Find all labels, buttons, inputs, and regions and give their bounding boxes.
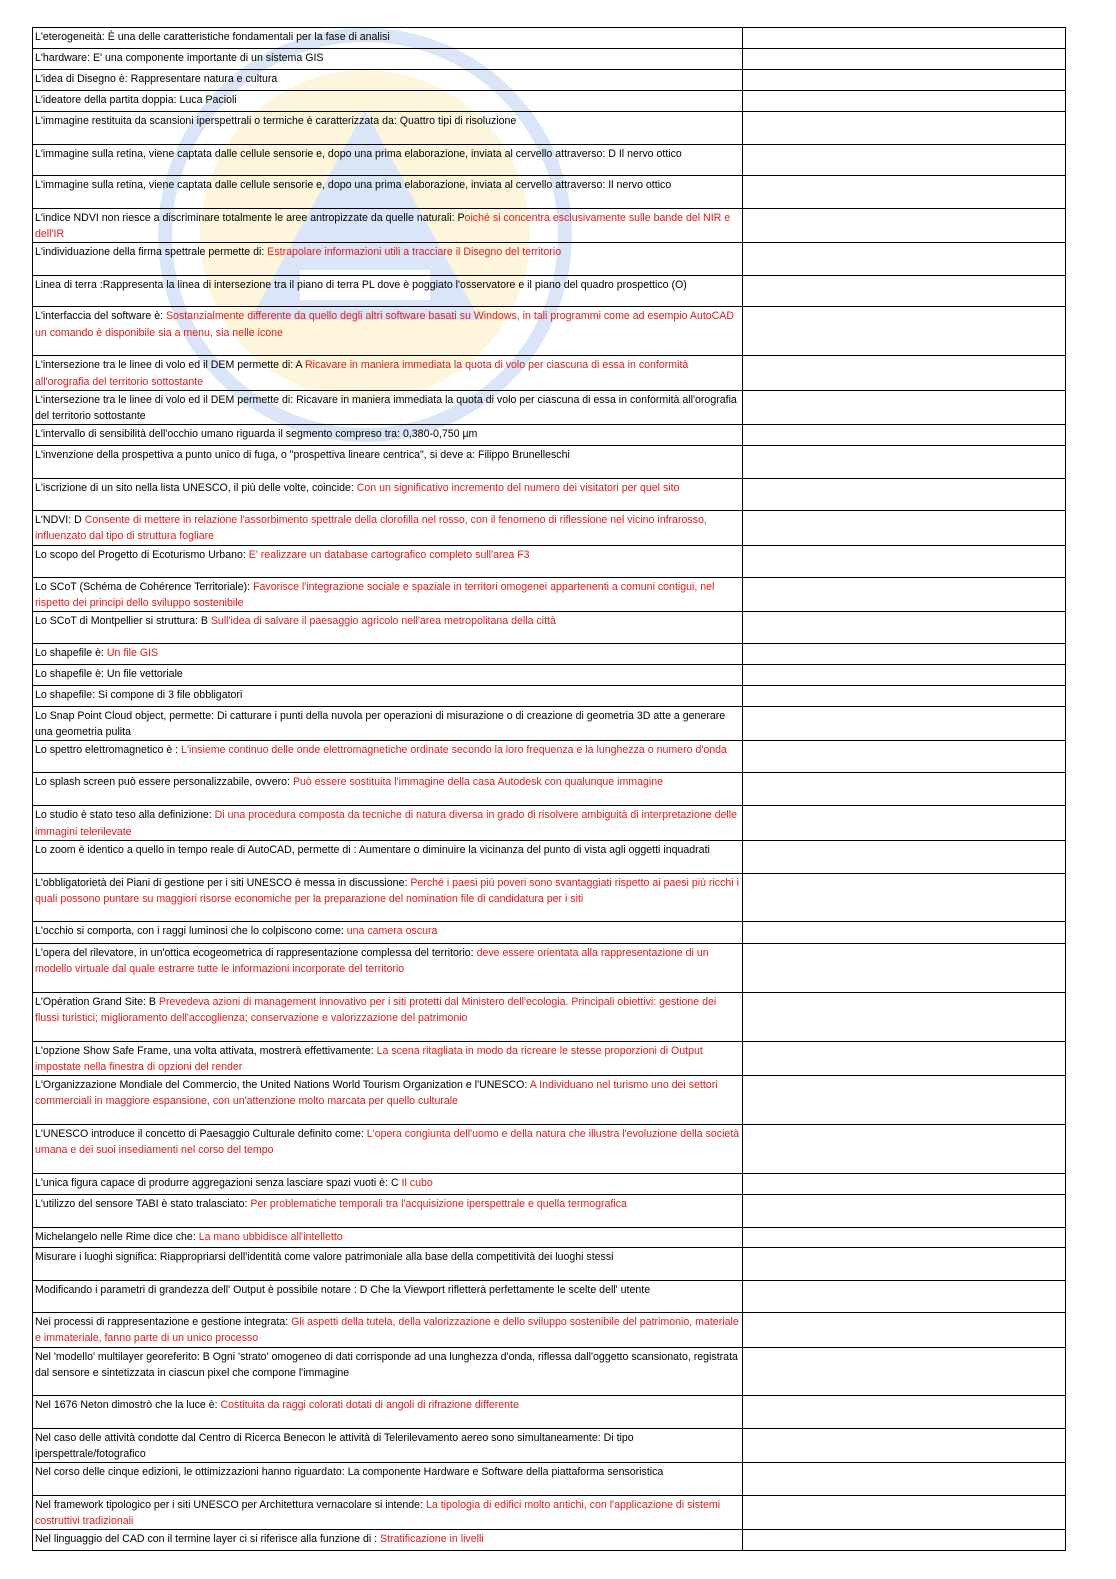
table-row	[33, 112, 1066, 145]
question-cell	[33, 390, 743, 424]
question-text: Nel linguaggio del CAD con il termine layer ci si riferisce alla funzione di :	[35, 1533, 381, 1546]
answer-text: deve essere orientata alla rappresentazione di un modello virtuale dal quale estrarre tutte le informazioni incorporate del territorio	[35, 946, 709, 976]
table-row	[33, 1076, 1066, 1125]
answer-text: L'opera congiunta dell'uomo e della natura che illustra l'evoluzione della società umana e dei suoi insediamenti nel corso del tempo	[35, 1128, 740, 1157]
question-text: L'hardware: E' una componente importante di un sistema GIS	[35, 52, 324, 64]
question-text: L'individuazione della firma spettrale permette di:	[35, 246, 268, 259]
empty-cell	[742, 873, 1065, 921]
question-text: L'occhio si comporta, con i raggi luminosi che lo colpiscono come:	[35, 924, 347, 937]
answer-text: Favorisce l'integrazione sociale e spaziale in territori omogenei appartenenti a comuni contigui, nel rispetto dei principi dello sviluppo sostenibile	[35, 580, 715, 609]
answer-text: Sull'idea di salvare il paesaggio agricolo nell'area metropolitana della città	[210, 615, 556, 628]
empty-cell	[742, 390, 1065, 424]
empty-cell	[742, 1347, 1065, 1395]
table-row	[33, 307, 1066, 356]
question-text: Nel framework tipologico per i siti UNESCO per Architettura vernacolare si intende:	[35, 1499, 426, 1512]
question-text: L'unica figura capace di produrre aggregazioni senza lasciare spazi vuoti è: C	[35, 1177, 402, 1190]
question-cell	[33, 1076, 743, 1125]
table-row	[33, 545, 1066, 577]
table-row	[33, 243, 1066, 276]
question-text: Misurare i luoghi significa: Riappropriarsi dell'identità come valore patrimoniale alla base della competitività dei luoghi stessi	[35, 1251, 614, 1264]
table-row	[33, 806, 1066, 840]
empty-cell	[742, 1530, 1065, 1551]
question-cell	[33, 1496, 743, 1530]
table-row	[33, 1195, 1066, 1228]
question-cell	[33, 577, 743, 611]
question-cell	[33, 1248, 743, 1281]
question-text: L'opera del rilevatore, in un'ottica ecogeometrica di rappresentazione complessa del territorio:	[35, 946, 477, 959]
empty-cell	[742, 112, 1065, 145]
table-row	[33, 1228, 1066, 1248]
question-cell	[33, 1463, 743, 1496]
table-row	[33, 707, 1066, 741]
question-text: Lo scopo del Progetto di Ecoturismo Urbano:	[35, 548, 249, 561]
question-cell	[33, 1281, 743, 1313]
question-text: L'Opération Grand Site: B	[35, 995, 159, 1008]
table-row	[33, 1463, 1066, 1496]
question-cell	[33, 545, 743, 577]
question-cell	[33, 112, 743, 145]
question-text: Lo splash screen può essere personalizzabile, ovvero:	[35, 776, 293, 789]
question-cell	[33, 479, 743, 511]
table-row	[33, 446, 1066, 479]
question-text: Lo shapefile è: Un file vettoriale	[35, 668, 183, 681]
question-cell	[33, 145, 743, 176]
empty-cell	[742, 1174, 1065, 1195]
question-text: L'opzione Show Safe Frame, una volta attivata, mostrerà effettivamente:	[35, 1044, 377, 1057]
empty-cell	[742, 243, 1065, 276]
empty-cell	[742, 1281, 1065, 1313]
question-text: L'Organizzazione Mondiale del Commercio, the United Nations World Tourism Organization e l'UNESCO:	[35, 1079, 530, 1092]
table-row	[33, 390, 1066, 424]
question-text: L'immagine restituita da scansioni iperspettrali o termiche è caratterizzata da: Quattro tipi di risoluzione	[35, 115, 517, 127]
question-cell	[33, 425, 743, 446]
question-text: Nel corso delle cinque edizioni, le ottimizzazioni hanno riguardato: La componente Hardware e Software della piattaforma sensoristica	[35, 1466, 664, 1479]
empty-cell	[742, 511, 1065, 545]
question-text: L'utilizzo del sensore TABI è stato tralasciato:	[35, 1198, 251, 1211]
table-row	[33, 356, 1066, 390]
question-text: L'NDVI: D	[35, 514, 85, 527]
question-cell	[33, 773, 743, 806]
question-text: Modificando i parametri di grandezza dell' Output è possibile notare : D Che la Viewport rifletterà perfettamente le scelte dell' utente	[35, 1284, 651, 1297]
table-row	[33, 70, 1066, 91]
table-row	[33, 1313, 1066, 1347]
qa-table	[32, 27, 1066, 1551]
empty-cell	[742, 446, 1065, 479]
answer-text: A Individuano nel turismo uno dei settori commerciali in maggiore espansione, con un'attenzione molto marcata per quello culturale	[35, 1079, 718, 1108]
table-row	[33, 28, 1066, 49]
question-cell	[33, 49, 743, 70]
question-cell	[33, 1195, 743, 1228]
answer-text: Consente di mettere in relazione l'assorbimento spettrale della clorofilla nel rosso, con il fenomeno di riflessione nel vicino infrarosso, influenzato dal tipo di struttura fogliare	[35, 514, 707, 543]
question-cell	[33, 992, 743, 1041]
question-cell	[33, 1313, 743, 1347]
empty-cell	[742, 707, 1065, 741]
empty-cell	[742, 1248, 1065, 1281]
table-row	[33, 1281, 1066, 1313]
empty-cell	[742, 992, 1065, 1041]
table-row	[33, 921, 1066, 943]
empty-cell	[742, 665, 1065, 686]
empty-cell	[742, 1041, 1065, 1075]
table-row	[33, 425, 1066, 446]
question-text: Lo studio è stato teso alla definizione:	[35, 809, 215, 822]
question-cell	[33, 741, 743, 773]
question-text: L'intersezione tra le linee di volo ed il DEM permette di: Ricavare in maniera immediata la quota di volo per ciascuna di essa in conformità all'orografia del territorio sottostante	[35, 393, 737, 423]
question-cell	[33, 356, 743, 390]
question-text: Nel 1676 Neton dimostrò che la luce è:	[35, 1398, 221, 1411]
empty-cell	[742, 479, 1065, 511]
question-text: L'ideatore della partita doppia: Luca Pacioli	[35, 94, 237, 106]
answer-text: Il cubo	[401, 1177, 433, 1190]
empty-cell	[742, 612, 1065, 644]
question-text: Michelangelo nelle Rime dice che:	[35, 1231, 199, 1244]
question-text: L'interfaccia del software è:	[35, 310, 166, 323]
question-cell	[33, 91, 743, 112]
question-cell	[33, 921, 743, 943]
question-cell	[33, 1174, 743, 1195]
question-cell	[33, 243, 743, 276]
empty-cell	[742, 176, 1065, 209]
table-row	[33, 665, 1066, 686]
empty-cell	[742, 1428, 1065, 1462]
empty-cell	[742, 425, 1065, 446]
empty-cell	[742, 1395, 1065, 1428]
question-text: Lo spettro elettromagnetico è :	[35, 744, 182, 757]
question-text: Lo SCoT (Schéma de Cohérence Territoriale):	[35, 580, 254, 593]
empty-cell	[742, 1125, 1065, 1174]
answer-text: Costituita da raggi colorati dotati di angoli di rifrazione differente	[220, 1398, 519, 1411]
answer-text: una camera oscura	[346, 924, 438, 937]
table-row	[33, 1041, 1066, 1075]
empty-cell	[742, 145, 1065, 176]
question-cell	[33, 1530, 743, 1551]
answer-text: Prevedeva azioni di management innovativo per i siti protetti dal Ministero dell'ecologia. Principali obiettivi: gestione dei flussi turistici; miglioramento dell'accoglienza; conservazione e valorizzazione del patrimonio	[35, 995, 717, 1025]
question-text: Lo shapefile è:	[35, 647, 107, 660]
empty-cell	[742, 921, 1065, 943]
question-cell	[33, 644, 743, 665]
empty-cell	[742, 773, 1065, 806]
question-cell	[33, 446, 743, 479]
answer-text: L'insieme continuo delle onde elettromagnetiche ordinate secondo la loro frequenza e la lunghezza o numero d'onda	[181, 744, 727, 757]
empty-cell	[742, 91, 1065, 112]
table-row	[33, 1248, 1066, 1281]
table-row	[33, 145, 1066, 176]
question-text: L'eterogeneità: È una delle caratteristiche fondamentali per la fase di analisi	[35, 31, 390, 43]
empty-cell	[742, 686, 1065, 707]
question-cell	[33, 665, 743, 686]
empty-cell	[742, 28, 1065, 49]
question-text: Lo zoom è identico a quello in tempo reale di AutoCAD, permette di : Aumentare o diminuire la vicinanza del punto di vista agli oggetti inquadrati	[35, 843, 710, 856]
empty-cell	[742, 943, 1065, 992]
empty-cell	[742, 577, 1065, 611]
question-cell	[33, 686, 743, 707]
answer-text: La mano ubbidisce all'intelletto	[198, 1231, 343, 1244]
question-text: Lo shapefile: Si compone di 3 file obbligatori	[35, 689, 243, 702]
question-cell	[33, 1125, 743, 1174]
empty-cell	[742, 741, 1065, 773]
table-row	[33, 612, 1066, 644]
question-text: L'UNESCO introduce il concetto di Paesaggio Culturale definito come:	[35, 1128, 367, 1141]
empty-cell	[742, 545, 1065, 577]
table-row	[33, 1125, 1066, 1174]
question-cell	[33, 28, 743, 49]
question-cell	[33, 612, 743, 644]
empty-cell	[742, 1313, 1065, 1347]
answer-text: La tipologia di edifici molto antichi, con l'applicazione di sistemi costruttivi tradizionali	[35, 1499, 721, 1528]
question-cell	[33, 840, 743, 873]
table-row	[33, 1174, 1066, 1195]
question-cell	[33, 1428, 743, 1462]
question-text: Linea di terra :Rappresenta la linea di intersezione tra il piano di terra PL dove è poggiato l'osservatore e il piano del quadro prospettico (O)	[35, 279, 687, 292]
question-text: L'indice NDVI non riesce a discriminare totalmente le aree antropizzate da quelle naturali: P	[35, 212, 465, 224]
question-cell	[33, 70, 743, 91]
table-row	[33, 1496, 1066, 1530]
table-row	[33, 511, 1066, 545]
empty-cell	[742, 1076, 1065, 1125]
table-row	[33, 943, 1066, 992]
empty-cell	[742, 806, 1065, 840]
question-cell	[33, 943, 743, 992]
question-text: L'intersezione tra le linee di volo ed il DEM permette di: A	[35, 359, 305, 372]
question-text: L'obbligatorietà dei Piani di gestione per i siti UNESCO è messa in discussione:	[35, 876, 411, 889]
question-cell	[33, 511, 743, 545]
empty-cell	[742, 209, 1065, 243]
question-cell	[33, 1041, 743, 1075]
table-row	[33, 1428, 1066, 1462]
answer-text: Ricavare in maniera immediata la quota di volo per ciascuna di essa in conformità all'orografia del territorio sottostante	[35, 359, 689, 388]
empty-cell	[742, 49, 1065, 70]
question-text: L'immagine sulla retina, viene captata dalle cellule sensorie e, dopo una prima elaborazione, inviata al cervello attraverso: Il nervo ottico	[35, 179, 672, 191]
question-text: L'iscrizione di un sito nella lista UNESCO, il più delle volte, coincide:	[35, 482, 357, 495]
answer-text: Di una procedura composta da tecniche di natura diversa in grado di risolvere ambiguità di interpretazione delle immagini telerilevate	[35, 809, 737, 838]
answer-text: Per problematiche temporali tra l'acquisizione iperspettrale e quella termografica	[250, 1198, 627, 1211]
table-row	[33, 992, 1066, 1041]
table-row	[33, 276, 1066, 307]
question-cell	[33, 1228, 743, 1248]
empty-cell	[742, 307, 1065, 356]
question-cell	[33, 806, 743, 840]
question-cell	[33, 873, 743, 921]
question-text: Nel caso delle attività condotte dal Centro di Ricerca Benecon le attività di Telerilevamento aereo sono simultaneamente: Di tipo iperspettrale/fotografico	[35, 1431, 634, 1460]
table-row	[33, 1530, 1066, 1551]
table-row	[33, 1395, 1066, 1428]
answer-text: E' realizzare un database cartografico completo sull'area F3	[248, 548, 530, 561]
table-row	[33, 49, 1066, 70]
question-text: Lo Snap Point Cloud object, permette: Di catturare i punti della nuvola per operazioni di misurazione o di creazione di geometria 3D atte a generare una geometria pulita	[35, 710, 726, 739]
question-cell	[33, 209, 743, 243]
table-row	[33, 840, 1066, 873]
table-row	[33, 873, 1066, 921]
empty-cell	[742, 276, 1065, 307]
answer-text: La scena ritagliata in modo da ricreare le stesse proporzioni di Output impostate nella finestra di opzioni del render	[35, 1044, 703, 1074]
question-cell	[33, 1395, 743, 1428]
table-row	[33, 577, 1066, 611]
table-row	[33, 741, 1066, 773]
question-text: L'immagine sulla retina, viene captata dalle cellule sensorie e, dopo una prima elaborazione, inviata al cervello attraverso: D Il nervo ottico	[35, 148, 682, 160]
table-row	[33, 1347, 1066, 1395]
table-row	[33, 644, 1066, 665]
question-text: Lo SCoT di Montpellier si struttura: B	[35, 615, 211, 628]
answer-text: Un file GIS	[106, 647, 159, 660]
question-text: L'invenzione della prospettiva a punto unico di fuga, o "prospettiva lineare centrica", si deve a: Filippo Brunelleschi	[35, 449, 570, 462]
table-row	[33, 209, 1066, 243]
question-cell	[33, 307, 743, 356]
answer-text: Estrapolare informazioni utili a tracciare il Disegno del territorio	[267, 246, 562, 259]
question-text: L'idea di Disegno è: Rappresentare natura e cultura	[35, 73, 278, 85]
answer-text: oiché si concentra esclusivamente sulle bande del NIR e dell'IR	[35, 212, 731, 241]
answer-text: Stratificazione in livelli	[380, 1533, 484, 1546]
empty-cell	[742, 70, 1065, 91]
question-cell	[33, 707, 743, 741]
question-text: Nel 'modello' multilayer georeferito: B Ogni 'strato' omogeneo di dati corrisponde ad una lunghezza d'onda, riflessa dall'oggetto scansionato, registrata dal sensore e sintetizzata in ciascun pixel che compone l'immagine	[35, 1350, 738, 1379]
empty-cell	[742, 1195, 1065, 1228]
question-cell	[33, 276, 743, 307]
empty-cell	[742, 1228, 1065, 1248]
answer-text: Gli aspetti della tutela, della valorizzazione e dello sviluppo sostenibile del patrimonio, materiale e immateriale, fanno parte di un unico processo	[35, 1316, 739, 1345]
empty-cell	[742, 644, 1065, 665]
question-text: L'intervallo di sensibilità dell'occhio umano riguarda il segmento compreso tra: 0,380-0,750 µm	[35, 428, 478, 441]
table-row	[33, 773, 1066, 806]
question-cell	[33, 1347, 743, 1395]
table-row	[33, 91, 1066, 112]
answer-text: Sostanzialmente differente da quello degli altri software basati su Windows, in tali programmi come ad esempio AutoCAD un comando è disponibile sia a menu, sia nelle icone	[35, 310, 735, 339]
table-row	[33, 176, 1066, 209]
table-row	[33, 686, 1066, 707]
empty-cell	[742, 356, 1065, 390]
answer-text: Può essere sostituita l'immagine della casa Autodesk con qualunque immagine	[292, 776, 664, 789]
empty-cell	[742, 1463, 1065, 1496]
answer-text: Perché i paesi più poveri sono svantaggiati rispetto ai paesi più ricchi i quali possono puntare su maggiori risorse economiche per la preparazione del nomination file di candidatura per i siti	[35, 876, 739, 906]
empty-cell	[742, 1496, 1065, 1530]
table-row	[33, 479, 1066, 511]
question-cell	[33, 176, 743, 209]
question-text: Nei processi di rappresentazione e gestione integrata:	[35, 1316, 292, 1329]
answer-text: Con un significativo incremento del numero dei visitatori per quel sito	[356, 482, 680, 495]
empty-cell	[742, 840, 1065, 873]
